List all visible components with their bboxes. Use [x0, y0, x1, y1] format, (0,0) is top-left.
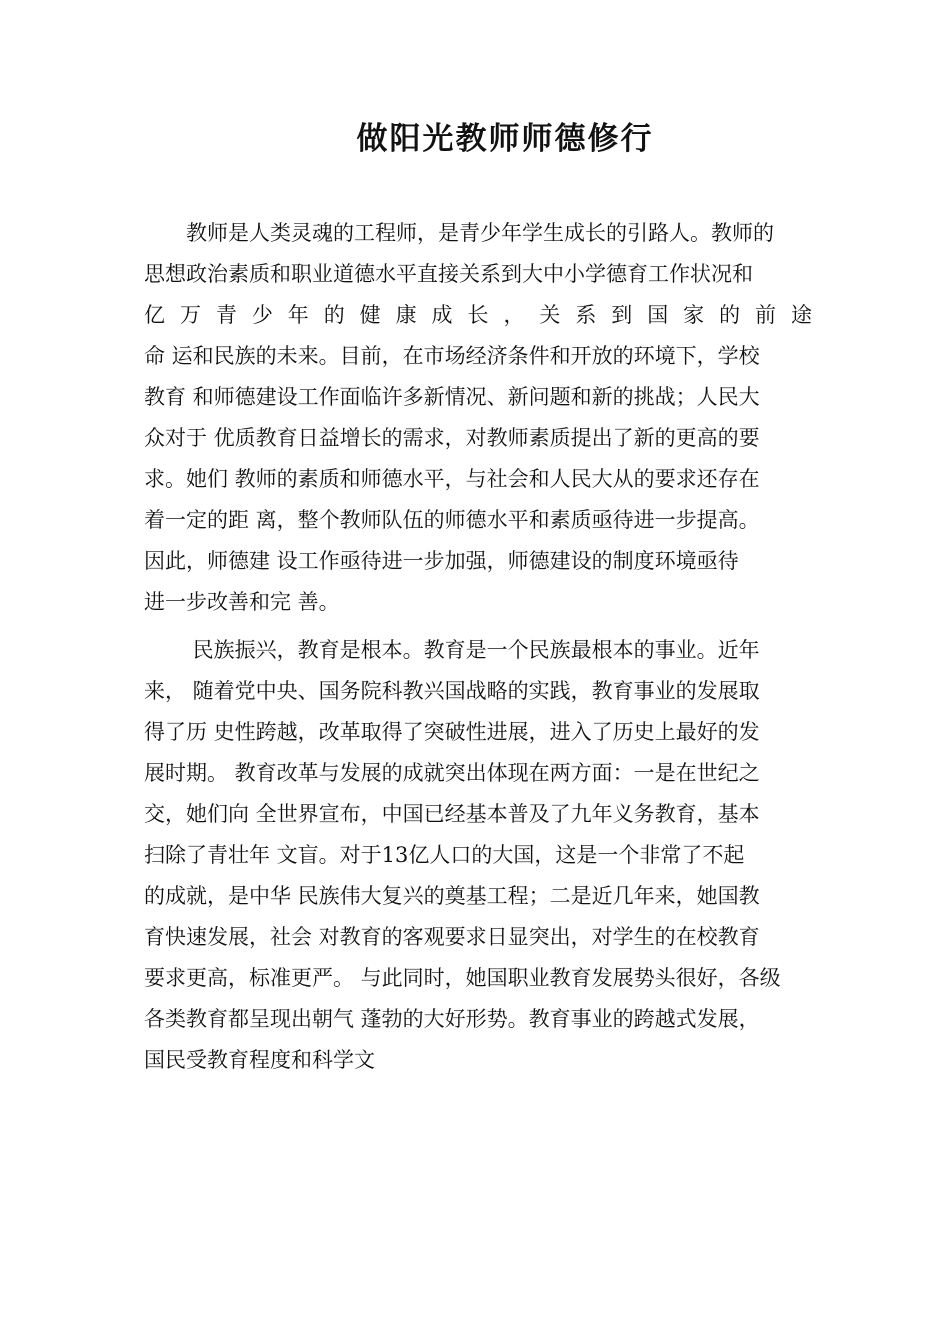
- text-line: 着一定的距 离，整个教师队伍的师德水平和素质亟待进一步提高。: [144, 508, 760, 532]
- text-line: 扫除了青壮年 文盲。对于13亿人口的大国，这是一个非常了不起: [144, 843, 745, 867]
- text-line: 来， 随着党中央、国务院科教兴国战略的实践，教育事业的发展取: [144, 679, 760, 703]
- text-line: 思想政治素质和职业道德水平直接关系到大中小学德育工作状况和: [144, 262, 753, 286]
- text-line: 得了历 史性跨越，改革取得了突破性进展，进入了历史上最好的发: [144, 720, 760, 744]
- text-line: 亿 万 青 少 年 的 健 康 成 长 ， 关 系 到 国 家 的 前 途: [144, 303, 812, 327]
- paragraph: [144, 630, 812, 1081]
- text-line: 展时期。 教育改革与发展的成就突出体现在两方面：一是在世纪之: [144, 761, 760, 785]
- text-line: 命 运和民族的未来。目前，在市场经济条件和开放的环境下，学校: [144, 344, 760, 368]
- text-line: 的成就，是中华 民族伟大复兴的奠基工程；二是近几年来，她国教: [144, 884, 760, 908]
- text-line: 各类教育都呈现出朝气 蓬勃的大好形势。教育事业的跨越式发展，: [144, 1007, 760, 1031]
- text-line: 众对于 优质教育日益增长的需求，对教师素质提出了新的更高的要: [144, 426, 760, 450]
- document-body: [144, 213, 812, 1081]
- paragraph-gap: [144, 623, 812, 630]
- text-line: 因此，师德建 设工作亟待进一步加强，师德建设的制度环境亟待: [144, 549, 739, 573]
- text-line: 教师是人类灵魂的工程师，是青少年学生成长的引路人。教师的: [144, 221, 774, 245]
- text-line: 交，她们向 全世界宣布，中国已经基本普及了九年义务教育，基本: [144, 802, 760, 826]
- paragraph: [144, 213, 812, 623]
- text-line: 育快速发展，社会 对教育的客观要求日显突出，对学生的在校教育: [144, 925, 760, 949]
- text-line: 求。她们 教师的素质和师德水平，与社会和人民大从的要求还存在: [144, 467, 760, 491]
- text-line: 要求更高，标准更严。 与此同时，她国职业教育发展势头很好，各级: [144, 966, 781, 990]
- document-title: 做阳光教师师德修行: [356, 121, 654, 157]
- text-line: 民族振兴，教育是根本。教育是一个民族最根本的事业。近年: [144, 638, 760, 662]
- text-line: 进一步改善和完 善。: [144, 590, 340, 614]
- text-line: 国民受教育程度和科学文: [144, 1048, 375, 1072]
- text-line: 教育 和师德建设工作面临许多新情况、新问题和新的挑战；人民大: [144, 385, 760, 409]
